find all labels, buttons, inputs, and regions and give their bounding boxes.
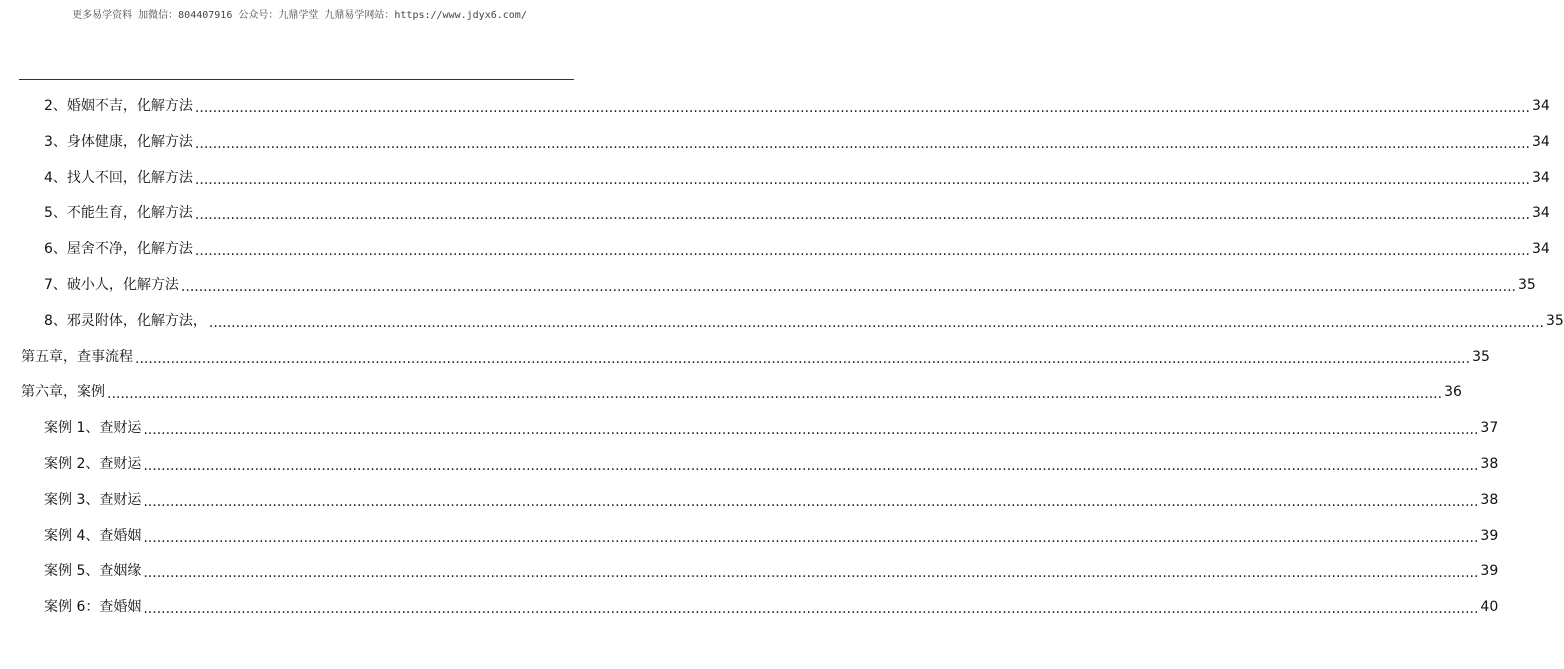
toc-entry-title: 3、身体健康，化解方法	[44, 133, 193, 150]
table-of-contents	[0, 89, 1564, 649]
toc-dot-leader: ............................................................................................................................................................................................................................................................................................................	[107, 386, 1443, 403]
toc-dot-leader: ............................................................................................................................................................................................................................................................................................................	[194, 100, 1530, 116]
toc-dot-leader: ............................................................................................................................................................................................................................................................................................................	[180, 279, 1516, 295]
toc-entry-title: 案例 6：查婚姻	[44, 599, 142, 616]
toc-entry-title: 案例 4、查婚姻	[44, 527, 142, 544]
toc-dot-leader: ............................................................................................................................................................................................................................................................................................................	[194, 135, 1530, 152]
toc-entry-page-number: 34	[1531, 98, 1550, 114]
toc-entry-title: 4、找人不回，化解方法	[44, 169, 193, 186]
toc-entry-page-number: 34	[1531, 205, 1550, 222]
toc-entry-title: 2、婚姻不吉，化解方法	[44, 98, 193, 114]
toc-entry-title: 8、邪灵附体，化解方法，	[44, 312, 207, 329]
toc-entry[interactable]	[0, 519, 1499, 553]
toc-entry-page-number: 40	[1480, 599, 1499, 616]
toc-dot-leader: ............................................................................................................................................................................................................................................................................................................	[135, 350, 1471, 367]
toc-entry[interactable]	[0, 375, 1462, 409]
toc-entry[interactable]	[0, 447, 1499, 481]
toc-dot-leader: ............................................................................................................................................................................................................................................................................................................	[194, 171, 1530, 188]
toc-entry-title: 第六章，案例	[21, 384, 105, 401]
toc-entry-title: 6、屋舍不净，化解方法	[44, 241, 193, 258]
toc-entry[interactable]	[0, 268, 1536, 302]
toc-entry-page-number: 34	[1531, 169, 1550, 186]
toc-entry-page-number: 37	[1480, 420, 1499, 437]
toc-entry[interactable]	[0, 483, 1499, 517]
toc-entry-page-number: 38	[1480, 491, 1499, 508]
toc-dot-leader: ............................................................................................................................................................................................................................................................................................................	[143, 458, 1479, 474]
toc-entry[interactable]	[0, 89, 1550, 123]
toc-entry[interactable]	[0, 340, 1490, 374]
toc-entry[interactable]	[0, 304, 1564, 338]
toc-dot-leader: ............................................................................................................................................................................................................................................................................................................	[143, 493, 1479, 510]
toc-dot-leader: ............................................................................................................................................................................................................................................................................................................	[143, 529, 1479, 546]
toc-entry-page-number: 39	[1480, 563, 1499, 580]
toc-entry[interactable]	[0, 125, 1550, 159]
toc-entry[interactable]	[0, 196, 1550, 230]
toc-entry[interactable]	[0, 554, 1499, 588]
toc-entry-title: 案例 3、查财运	[44, 491, 142, 508]
toc-entry[interactable]	[0, 411, 1499, 445]
toc-entry[interactable]	[0, 161, 1550, 195]
toc-entry-page-number: 35	[1545, 312, 1564, 329]
toc-entry-title: 第五章，查事流程	[21, 348, 133, 365]
toc-entry-page-number: 36	[1444, 384, 1462, 401]
toc-entry[interactable]	[0, 590, 1499, 624]
toc-dot-leader: ............................................................................................................................................................................................................................................................................................................	[143, 565, 1479, 582]
toc-dot-leader: ............................................................................................................................................................................................................................................................................................................	[194, 243, 1530, 260]
toc-dot-leader: ............................................................................................................................................................................................................................................................................................................	[208, 314, 1544, 331]
toc-entry-page-number: 35	[1472, 348, 1490, 365]
header-note: 更多易学资料 加微信：804407916 公众号：九鼎学堂 九鼎易学网站：https://www.jdyx6.com/	[72, 10, 527, 21]
toc-entry[interactable]	[0, 232, 1550, 266]
toc-entry-page-number: 34	[1531, 133, 1550, 150]
toc-entry-page-number: 34	[1531, 241, 1550, 258]
toc-dot-leader: ............................................................................................................................................................................................................................................................................................................	[143, 601, 1479, 618]
toc-entry-title: 案例 2、查财运	[44, 456, 142, 472]
header-divider	[19, 79, 574, 80]
toc-entry-page-number: 39	[1480, 527, 1499, 544]
toc-entry-title: 案例 1、查财运	[44, 420, 142, 437]
toc-dot-leader: ............................................................................................................................................................................................................................................................................................................	[194, 207, 1530, 224]
toc-entry-title: 5、不能生育，化解方法	[44, 205, 193, 222]
toc-entry-page-number: 35	[1517, 277, 1536, 293]
toc-entry-title: 7、破小人，化解方法	[44, 277, 179, 293]
toc-entry-title: 案例 5、查姻缘	[44, 563, 142, 580]
toc-entry-page-number: 38	[1480, 456, 1499, 472]
toc-dot-leader: ............................................................................................................................................................................................................................................................................................................	[143, 422, 1479, 439]
